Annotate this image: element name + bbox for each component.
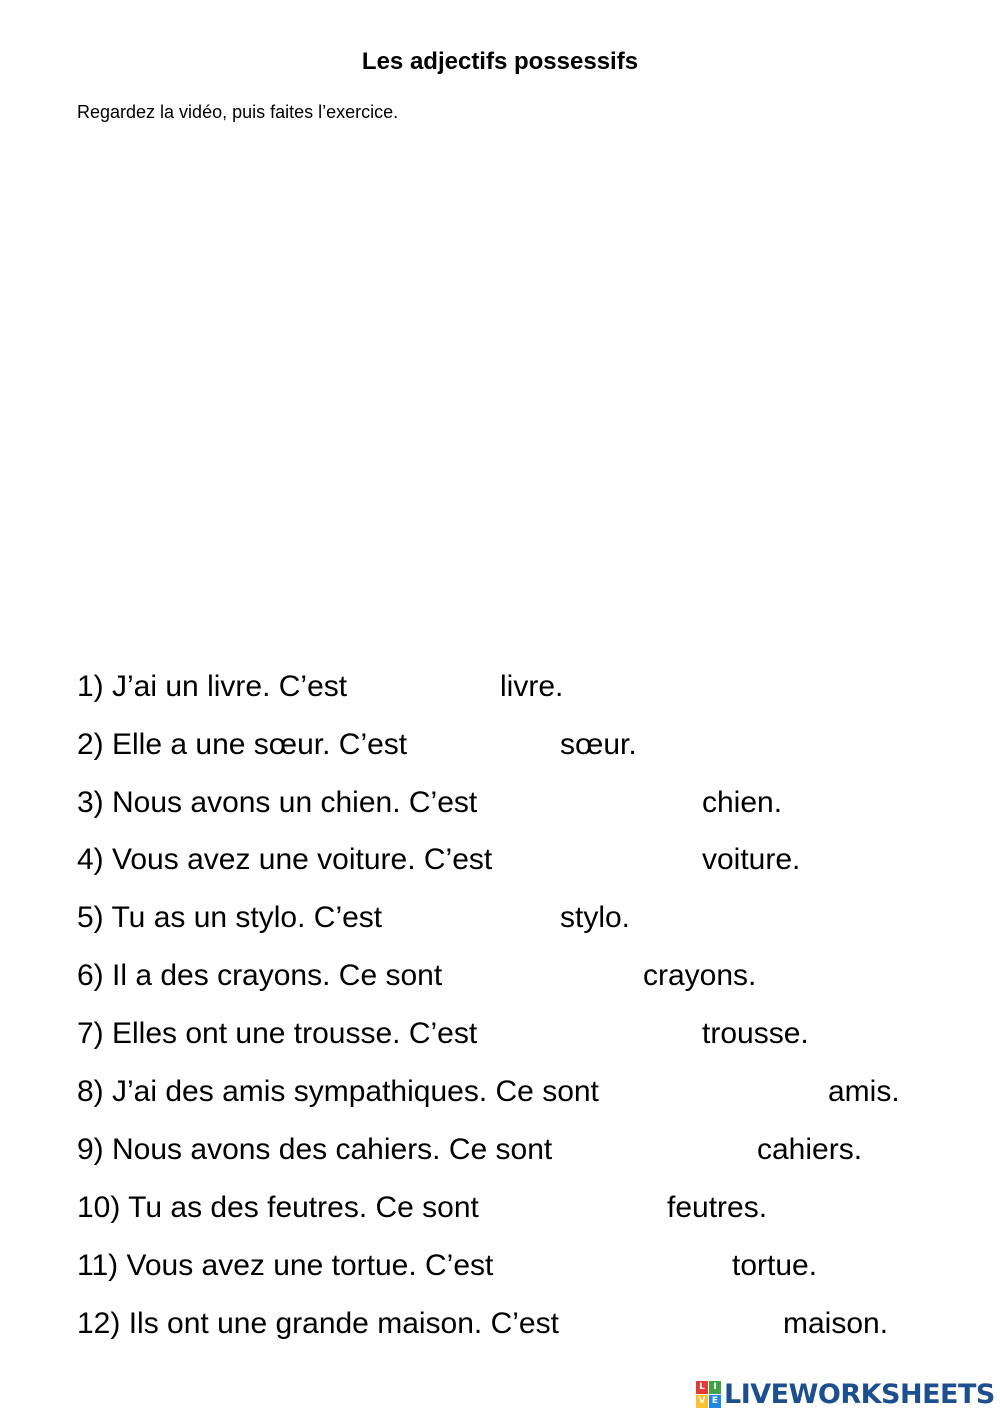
- exercise-suffix: chien.: [702, 786, 783, 819]
- exercise-row: [77, 840, 977, 880]
- exercise-suffix: amis.: [828, 1075, 900, 1108]
- exercise-row: [77, 1014, 977, 1054]
- logo-letter-e: E: [709, 1395, 721, 1408]
- answer-blank[interactable]: [537, 1192, 662, 1226]
- exercise-suffix: livre.: [500, 670, 564, 703]
- exercise-prefix: 8) J’ai des amis sympathiques. Ce sont: [77, 1075, 599, 1108]
- exercise-prefix: 4) Vous avez une voiture. C’est: [77, 843, 493, 876]
- exercise-suffix: sœur.: [560, 728, 637, 761]
- exercise-prefix: 6) Il a des crayons. Ce sont: [77, 959, 443, 992]
- answer-blank[interactable]: [455, 729, 555, 763]
- answer-blank[interactable]: [617, 1134, 752, 1168]
- worksheet-title: Les adjectifs possessifs: [361, 48, 639, 75]
- exercise-row: [77, 725, 977, 765]
- exercise-row: [77, 783, 977, 823]
- answer-blank[interactable]: [667, 1076, 823, 1110]
- exercise-prefix: 5) Tu as un stylo. C’est: [77, 901, 383, 934]
- exercise-row: [77, 898, 977, 938]
- exercise-prefix: 2) Elle a une sœur. C’est: [77, 728, 408, 761]
- exercise-suffix: trousse.: [702, 1017, 809, 1050]
- answer-blank[interactable]: [552, 844, 697, 878]
- exercise-suffix: tortue.: [732, 1249, 818, 1282]
- exercise-row: [77, 1188, 977, 1228]
- answer-blank[interactable]: [385, 671, 495, 705]
- exercise-row: [77, 1304, 977, 1344]
- exercise-row: [77, 1072, 977, 1112]
- logo-text: LIVEWORKSHEETS: [724, 1378, 995, 1410]
- liveworksheets-logo: [696, 1376, 995, 1412]
- exercise-prefix: 7) Elles ont une trousse. C’est: [77, 1017, 478, 1050]
- exercise-prefix: 10) Tu as des feutres. Ce sont: [77, 1191, 479, 1224]
- exercise-suffix: cahiers.: [757, 1133, 863, 1166]
- exercise-row: [77, 1130, 977, 1170]
- exercise-row: [77, 956, 977, 996]
- answer-blank[interactable]: [492, 960, 638, 994]
- answer-blank[interactable]: [532, 1018, 697, 1052]
- exercise-prefix: 9) Nous avons des cahiers. Ce sont: [77, 1133, 553, 1166]
- answer-blank[interactable]: [555, 1250, 727, 1284]
- logo-letter-i: I: [709, 1381, 721, 1394]
- logo-mark-icon: [696, 1379, 722, 1409]
- exercise-suffix: stylo.: [560, 901, 631, 934]
- exercise-suffix: maison.: [783, 1307, 889, 1340]
- exercise-suffix: crayons.: [643, 959, 757, 992]
- exercise-prefix: 11) Vous avez une tortue. C’est: [77, 1249, 494, 1282]
- logo-letter-v: V: [696, 1395, 708, 1408]
- exercise-suffix: feutres.: [667, 1191, 768, 1224]
- answer-blank[interactable]: [622, 1308, 778, 1342]
- logo-letter-l: L: [696, 1381, 708, 1394]
- instruction-text: Regardez la vidéo, puis faites l’exercice.: [77, 102, 399, 122]
- exercise-prefix: 12) Ils ont une grande maison. C’est: [77, 1307, 559, 1340]
- exercise-prefix: 1) J’ai un livre. C’est: [77, 670, 348, 703]
- exercise-row: [77, 667, 977, 707]
- answer-blank[interactable]: [532, 787, 697, 821]
- answer-blank[interactable]: [427, 902, 555, 936]
- exercise-suffix: voiture.: [702, 843, 801, 876]
- exercise-row: [77, 1246, 977, 1286]
- exercise-prefix: 3) Nous avons un chien. C’est: [77, 786, 478, 819]
